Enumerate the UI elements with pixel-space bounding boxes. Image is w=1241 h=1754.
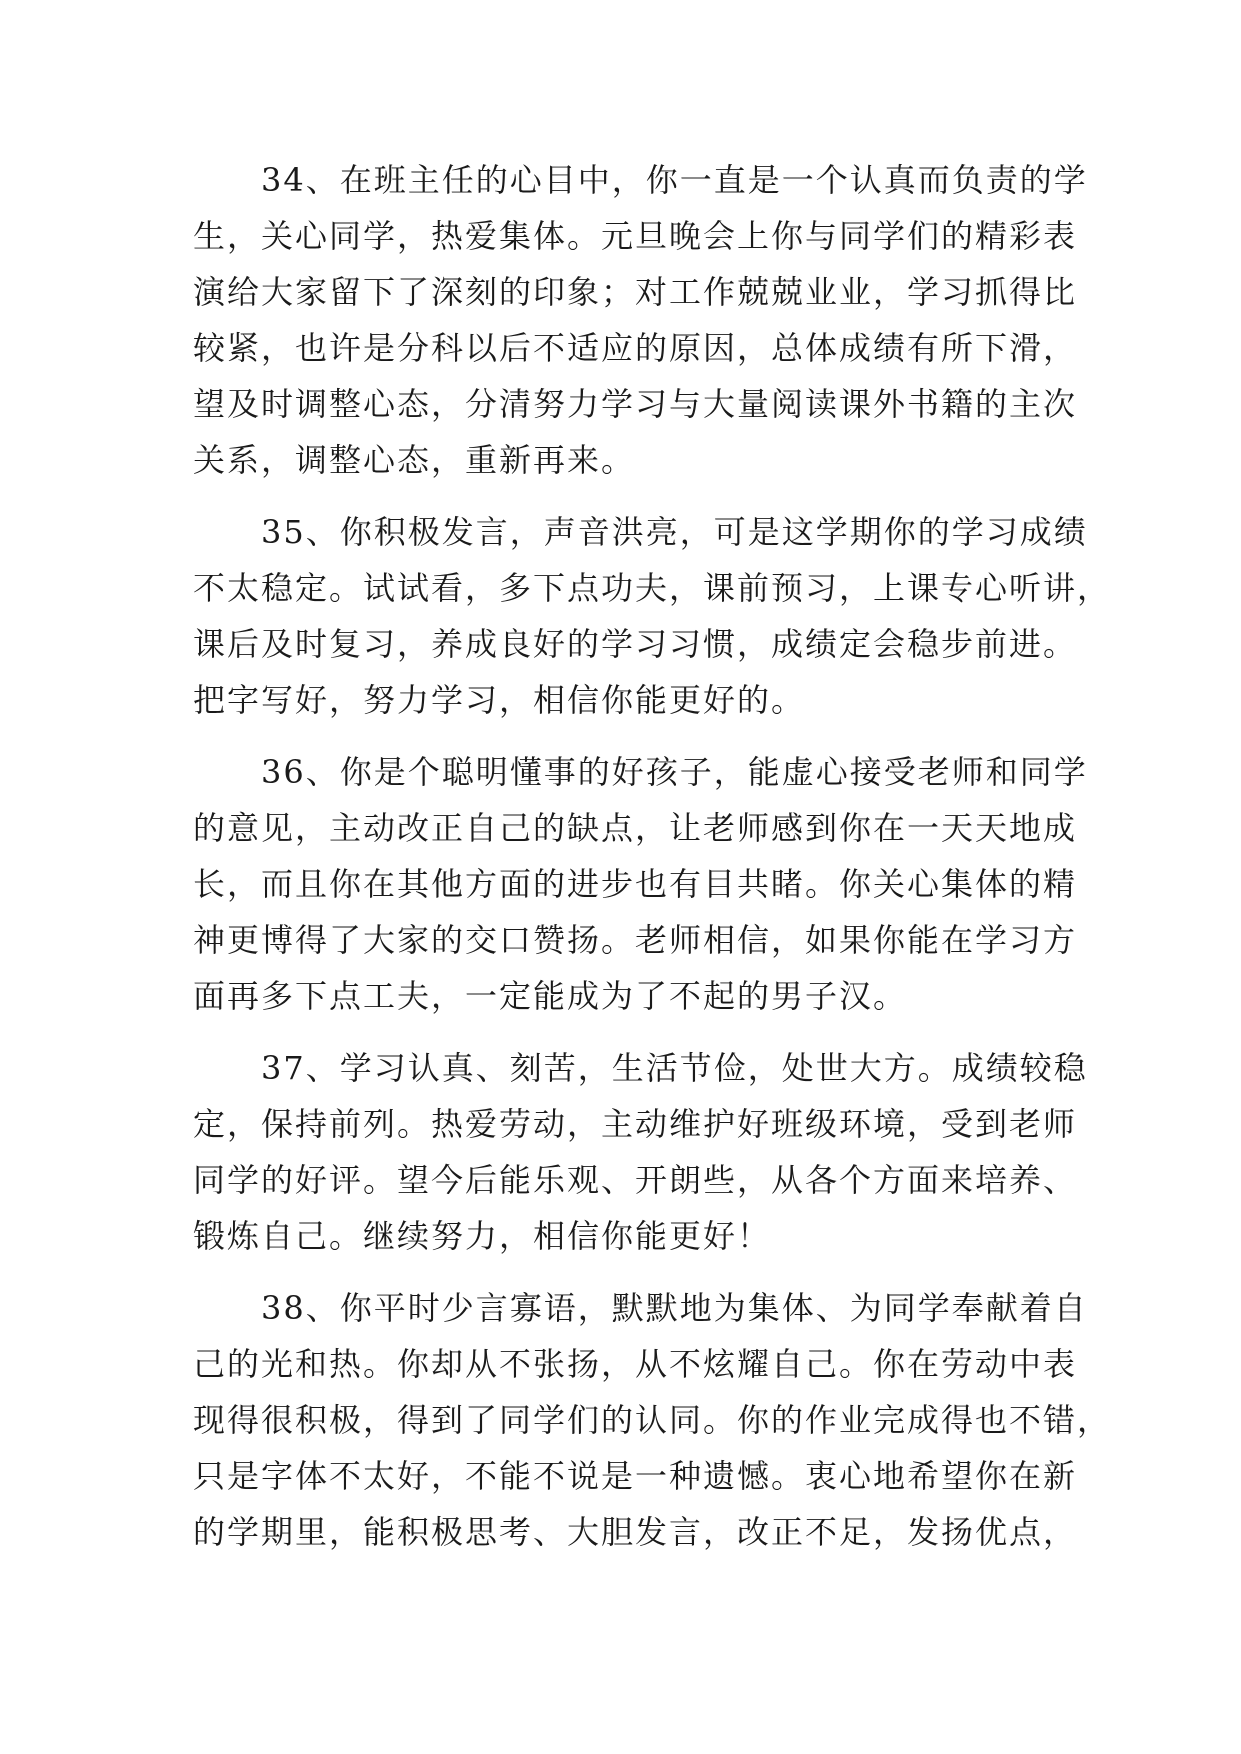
text-line: 37、学习认真、刻苦，生活节俭，处世大方。成绩较稳	[193, 1049, 1088, 1087]
text-line: 34、在班主任的心目中，你一直是一个认真而负责的学	[193, 161, 1088, 199]
text-line: 望及时调整心态，分清努力学习与大量阅读课外书籍的主次	[193, 385, 1078, 423]
text-line: 长，而且你在其他方面的进步也有目共睹。你关心集体的精	[193, 865, 1078, 903]
text-line: 定，保持前列。热爱劳动，主动维护好班级环境，受到老师	[193, 1105, 1078, 1143]
text-line: 35、你积极发言，声音洪亮，可是这学期你的学习成绩	[193, 513, 1088, 551]
text-line: 的意见，主动改正自己的缺点，让老师感到你在一天天地成	[193, 809, 1078, 847]
text-line: 面再多下点工夫，一定能成为了不起的男子汉。	[193, 977, 908, 1015]
text-line: 把字写好，努力学习，相信你能更好的。	[193, 681, 806, 719]
text-line: 己的光和热。你却从不张扬，从不炫耀自己。你在劳动中表	[193, 1345, 1078, 1383]
text-line: 课后及时复习，养成良好的学习习惯，成绩定会稳步前进。	[193, 625, 1078, 663]
text-line: 生，关心同学，热爱集体。元旦晚会上你与同学们的精彩表	[193, 217, 1078, 255]
text-line: 较紧，也许是分科以后不适应的原因，总体成绩有所下滑，	[193, 329, 1078, 367]
text-line: 神更博得了大家的交口赞扬。老师相信，如果你能在学习方	[193, 921, 1078, 959]
text-line: 36、你是个聪明懂事的好孩子，能虚心接受老师和同学	[193, 753, 1088, 791]
text-line: 38、你平时少言寡语，默默地为集体、为同学奉献着自	[193, 1289, 1088, 1327]
text-line: 同学的好评。望今后能乐观、开朗些，从各个方面来培养、	[193, 1161, 1078, 1199]
text-line: 关系，调整心态，重新再来。	[193, 441, 636, 479]
text-line: 的学期里，能积极思考、大胆发言，改正不足，发扬优点，	[193, 1513, 1078, 1551]
text-line: 不太稳定。试试看，多下点功夫，课前预习，上课专心听讲，	[193, 569, 1112, 607]
text-line: 演给大家留下了深刻的印象；对工作兢兢业业，学习抓得比	[193, 273, 1078, 311]
text-line: 只是字体不太好，不能不说是一种遗憾。衷心地希望你在新	[193, 1457, 1078, 1495]
text-line: 锻炼自己。继续努力，相信你能更好！	[193, 1217, 772, 1255]
text-line: 现得很积极，得到了同学们的认同。你的作业完成得也不错，	[193, 1401, 1112, 1439]
